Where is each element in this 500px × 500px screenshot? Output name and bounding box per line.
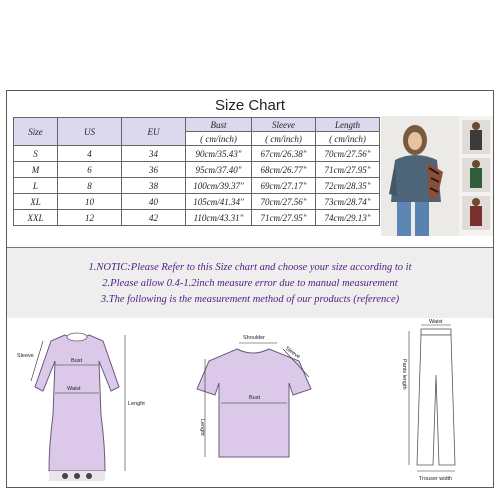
tshirt-sleeve-label: Sleeve [283,345,302,361]
notes-band [7,247,493,318]
cell-us: 8 [58,178,122,194]
tshirt-diagram [187,319,317,483]
note-3: 3.The following is the measurement method of our products (reference) [100,294,400,305]
note-2: 2.Please allow 0.4-1.2inch measure error due to manual measurement [102,278,398,289]
cell-sleeve: 69cm/27.17" [252,178,316,194]
note-1: 1.NOTIC:Please Refer to this Size chart and choose your size according to it [88,262,412,273]
trousers-diagram [385,319,485,485]
cell-eu: 36 [122,162,186,178]
cell-sleeve: 70cm/27.56" [252,194,316,210]
cell-length: 72cm/28.35" [316,178,380,194]
unit-length: ( cm/inch) [316,132,380,146]
cell-us: 12 [58,210,122,226]
table-row [14,210,380,226]
table-row [14,178,380,194]
size-chart-panel [6,90,494,488]
header-bust: Bust [186,118,252,132]
cell-bust: 110cm/43.31" [186,210,252,226]
cell-eu: 38 [122,178,186,194]
cell-bust: 100cm/39.37" [186,178,252,194]
product-photo [381,116,493,236]
cell-size: XL [14,194,58,210]
cell-length: 73cm/28.74" [316,194,380,210]
measurement-diagrams [7,317,493,487]
dress-waist-label: Waist [67,386,81,392]
trousers-width-label: Trouser width [419,476,453,482]
unit-bust: ( cm/inch) [186,132,252,146]
cell-us: 10 [58,194,122,210]
cell-size: XXL [14,210,58,226]
table-header-row [14,118,380,132]
header-size: Size [14,118,58,146]
dress-sleeve-label: Sleeve [17,353,34,359]
dress-bust-label: Bust [71,358,83,364]
cell-size: S [14,146,58,162]
header-sleeve: Sleeve [252,118,316,132]
size-table [13,117,380,226]
cell-size: L [14,178,58,194]
unit-sleeve: ( cm/inch) [252,132,316,146]
cell-length: 71cm/27.95" [316,162,380,178]
tshirt-bust-label: Bust [249,395,261,401]
cell-us: 6 [58,162,122,178]
trousers-waist-label: Waist [429,319,443,325]
header-length: Length [316,118,380,132]
dress-length-label: Lenght [128,401,145,407]
cell-bust: 95cm/37.40" [186,162,252,178]
table-row [14,146,380,162]
cell-sleeve: 68cm/26.77" [252,162,316,178]
cell-us: 4 [58,146,122,162]
table-row [14,162,380,178]
header-us: US [58,118,122,146]
cell-length: 74cm/29.13" [316,210,380,226]
cell-eu: 34 [122,146,186,162]
tshirt-length-label: Lenght [199,419,205,436]
cell-bust: 105cm/41.34" [186,194,252,210]
header-eu: EU [122,118,186,146]
cell-eu: 40 [122,194,186,210]
cell-sleeve: 71cm/27.95" [252,210,316,226]
model-photo-illustration [381,116,493,236]
cell-sleeve: 67cm/26.38" [252,146,316,162]
table-row [14,194,380,210]
cell-eu: 42 [122,210,186,226]
chart-title: Size Chart [214,97,286,114]
tshirt-shoulder-label: Shoulder [243,335,266,341]
dress-diagram [15,321,155,485]
trousers-length-label: Pants length [401,359,407,390]
cell-bust: 90cm/35.43" [186,146,252,162]
cell-size: M [14,162,58,178]
cell-length: 70cm/27.56" [316,146,380,162]
